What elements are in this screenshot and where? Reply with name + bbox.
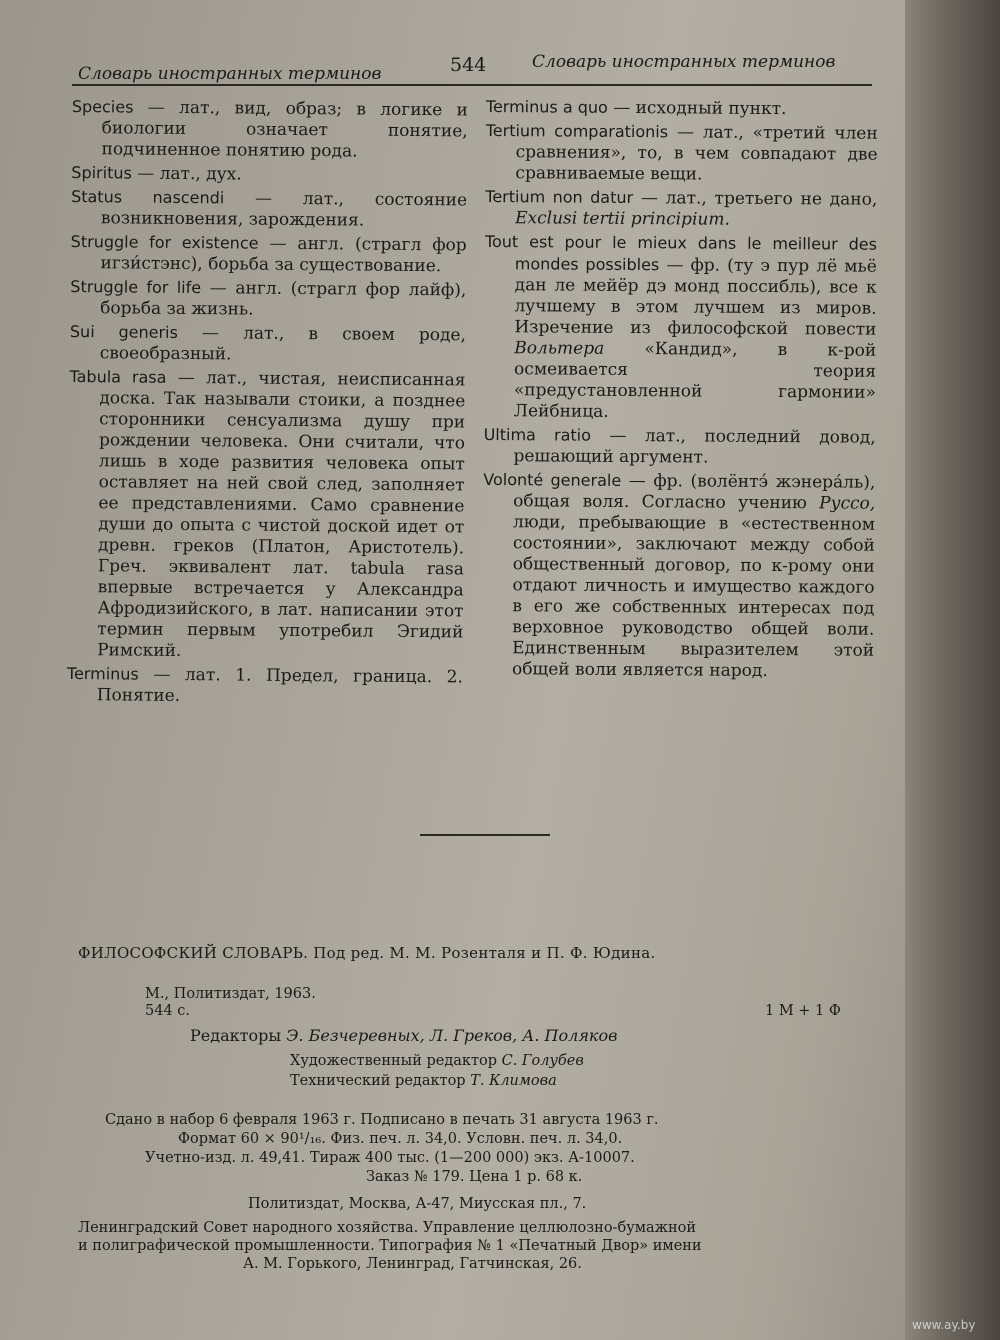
art-editor-label: Художественный редактор xyxy=(290,1053,497,1069)
colophon-publisher: М., Политиздат, 1963. xyxy=(145,986,316,1002)
colophon-pages: 544 с. xyxy=(145,1003,191,1019)
entry-term: Spiritus xyxy=(71,162,132,183)
colophon-print-line: Учетно-изд. л. 49,41. Тираж 400 тыс. (1—200 000) экз. А-10007. xyxy=(145,1150,635,1166)
colophon-printer-line: Ленинградский Совет народного хозяйства. Управление целлюлозно-бумажной xyxy=(78,1220,697,1236)
entry-definition: — лат. 1. Предел, граница. 2. Понятие. xyxy=(96,664,464,706)
header-left-title: Словарь иностранных терминов xyxy=(78,64,382,84)
entry-definition: — лат., дух. xyxy=(131,163,242,185)
entry-definition: — лат., «третий член сравнения», то, в чем совпадают две сравниваемые вещи. xyxy=(515,122,878,185)
colophon-print-line: Формат 60 × 90¹/₁₆. Физ. печ. л. 34,0. Условн. печ. л. 34,0. xyxy=(178,1131,623,1147)
entry-definition: — лат., чистая, неисписанная доска. Так называли стоики, а позднее сторонники сенсуализма душу при рождении человека. Они считали, что лишь в ходе развития человека опыт оставляет на ней свой след, заполняет ее представлениями. Само сравнение души до опыта с чистой доской идет от древн. греков (Платон, Аристотель). Греч. эквивалент лат. tabula rasa впервые встречается у Александра Афродизийского, в лат. написании этот термин первым употребил Эгидий Римский. xyxy=(97,367,466,661)
entry-definition: — исходный пункт. xyxy=(607,97,787,120)
entry-definition: — лат., третьего не дано, xyxy=(633,188,878,210)
colophon-print-line: Заказ № 179. Цена 1 р. 68 к. xyxy=(366,1169,583,1185)
entry-definition: — лат., вид, образ; в логике и биологии означает понятие, подчиненное понятию рода. xyxy=(101,97,468,162)
colophon-print-line: Сдано в набор 6 февраля 1963 г. Подписано в печать 31 августа 1963 г. xyxy=(105,1112,659,1128)
entry-term: Tout est pour le mieux dans le meilleur des mondes possibles xyxy=(484,231,878,275)
entry-italic-term: Exclusi tertii principium. xyxy=(515,208,730,230)
colophon-editors xyxy=(190,1026,617,1045)
colophon-printer-line: и полиграфической промышленности. Типография № 1 «Печатный Двор» имени xyxy=(78,1238,702,1254)
entry-definition: — лат., в своем роде, своеобразный. xyxy=(99,322,467,365)
colophon-tech-editor xyxy=(290,1073,557,1089)
tech-editor-name: Т. Климова xyxy=(470,1073,557,1089)
entry-italic-name: Вольтера xyxy=(514,338,605,359)
entry-term: Tertium non datur xyxy=(485,186,634,208)
entry-term: Struggle for existence xyxy=(70,231,259,253)
entry-term: Ultima ratio xyxy=(483,424,591,445)
editors-names: Э. Безчеревных, Л. Греков, А. Поляков xyxy=(286,1026,618,1045)
entry-term: Terminus a quo xyxy=(485,96,608,117)
tech-editor-label: Технический редактор xyxy=(290,1073,466,1089)
colophon-printer-line: А. М. Горького, Ленинград, Гатчинская, 26. xyxy=(243,1256,582,1272)
colophon-address: Политиздат, Москва, А-47, Миусская пл., 7. xyxy=(248,1196,587,1212)
colophon-art-editor xyxy=(290,1053,584,1069)
art-editor-name: С. Голубев xyxy=(501,1053,584,1069)
entry-italic-name: Руссо, xyxy=(806,493,876,514)
entry-term: Species xyxy=(71,96,134,117)
entry-definition: — лат., последний довод, решающий аргумент. xyxy=(513,425,876,468)
entry-definition: — англ. (стрaгл фор игзи́стэнс), борьба за существование. xyxy=(100,233,467,277)
entry-term: Struggle for life xyxy=(70,276,202,298)
entry-term: Terminus xyxy=(66,663,139,684)
entry-definition: — лат., состояние возникновения, зарождения. xyxy=(100,188,468,231)
colophon-title: ФИЛОСОФСКИЙ СЛОВАРЬ. Под ред. М. М. Розенталя и П. Ф. Юдина. xyxy=(78,944,656,962)
entry-definition: — фр. (ту э пур лё мьё дан ле мейёр дэ монд поссибль), все к лучшему в этом лучшем из миров. Изречение из философской повести xyxy=(514,255,877,340)
entry-definition-cont: «Кандид», в к-рой осмеивается теория «предустановленной гармонии» Лейбница. xyxy=(513,338,877,422)
entry-definition-cont: люди, пребывающие в «естественном состоянии», заключают между собой общественный договор, по к-рому они отдают личность и имущество каждого в его же собственных интересах под верховное руководство общей воли. Единственным выразителем этой общей воли является народ. xyxy=(511,512,876,681)
entry-term: Status nascendi xyxy=(71,186,225,208)
entry-term: Tabula rasa xyxy=(69,366,167,387)
page-number: 544 xyxy=(450,54,487,76)
entry-term: Sui generis xyxy=(69,321,178,342)
entry-term: Tertium comparationis xyxy=(485,120,669,142)
editors-label: Редакторы xyxy=(190,1026,282,1045)
header-right-title: Словарь иностранных терминов xyxy=(532,52,836,72)
entry-definition: — фр. (волёнтэ́ жэнера́ль), общая воля. Согласно учению xyxy=(513,470,876,514)
colophon-code: 1 М + 1 Ф xyxy=(765,1003,841,1019)
site-watermark: www.ay.by xyxy=(912,1318,976,1332)
entry-term: Volonté generale xyxy=(483,469,622,490)
entry-definition: — англ. (страгл фор лайф), борьба за жизнь. xyxy=(100,278,467,320)
